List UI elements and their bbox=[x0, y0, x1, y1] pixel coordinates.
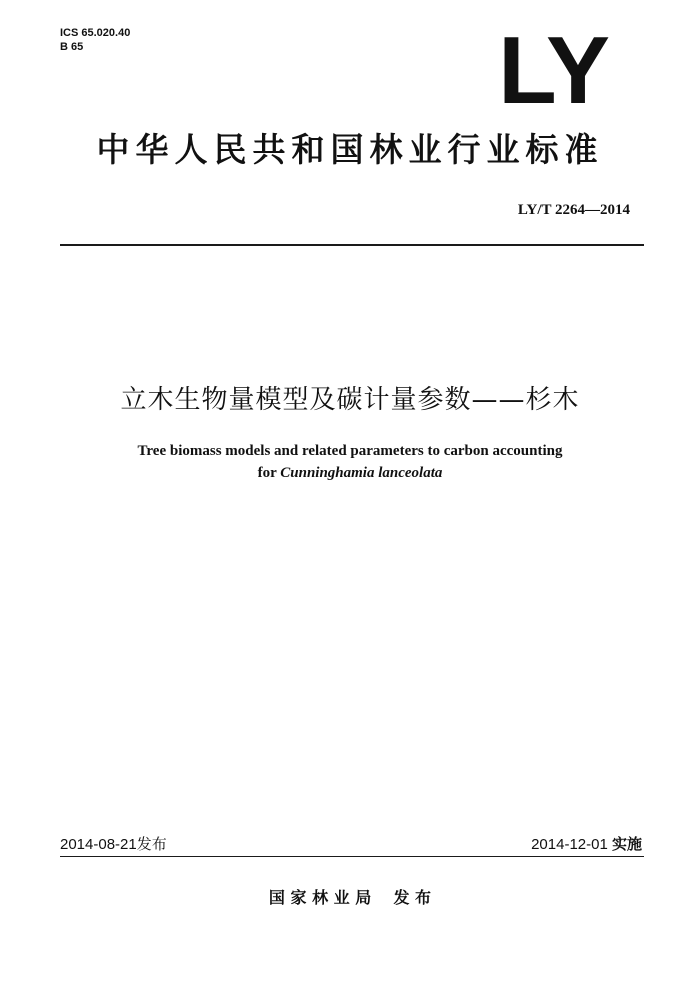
issue-date-line bbox=[60, 834, 167, 855]
standard-title: 中华人民共和国林业行业标准 bbox=[96, 130, 604, 169]
issue-label: 发布 bbox=[136, 835, 167, 853]
ly-logo: LY bbox=[498, 17, 608, 124]
implementation-date: 2014-12-01 bbox=[531, 836, 608, 853]
document-title-chinese: 立木生物量模型及碳计量参数——杉木 bbox=[120, 385, 580, 415]
english-title-prefix: for bbox=[257, 465, 281, 481]
ccs-code: B 65 bbox=[60, 41, 84, 53]
implementation-date-line bbox=[531, 834, 642, 855]
english-title-line-2 bbox=[0, 462, 700, 484]
publisher: 国 家 林 业 局 发 布 bbox=[268, 888, 432, 907]
classification-codes bbox=[60, 26, 130, 54]
bottom-divider bbox=[60, 856, 644, 857]
species-name: Cunninghamia lanceolata bbox=[280, 465, 443, 481]
issue-date: 2014-08-21 bbox=[60, 836, 137, 853]
english-title-line-1: Tree biomass models and related parameters to carbon accounting bbox=[137, 443, 563, 459]
document-title-english bbox=[0, 440, 700, 484]
standard-number: LY/T 2264—2014 bbox=[517, 202, 630, 218]
implementation-label: 实施 bbox=[611, 835, 642, 853]
top-divider bbox=[60, 244, 644, 246]
ics-code: ICS 65.020.40 bbox=[60, 27, 131, 39]
